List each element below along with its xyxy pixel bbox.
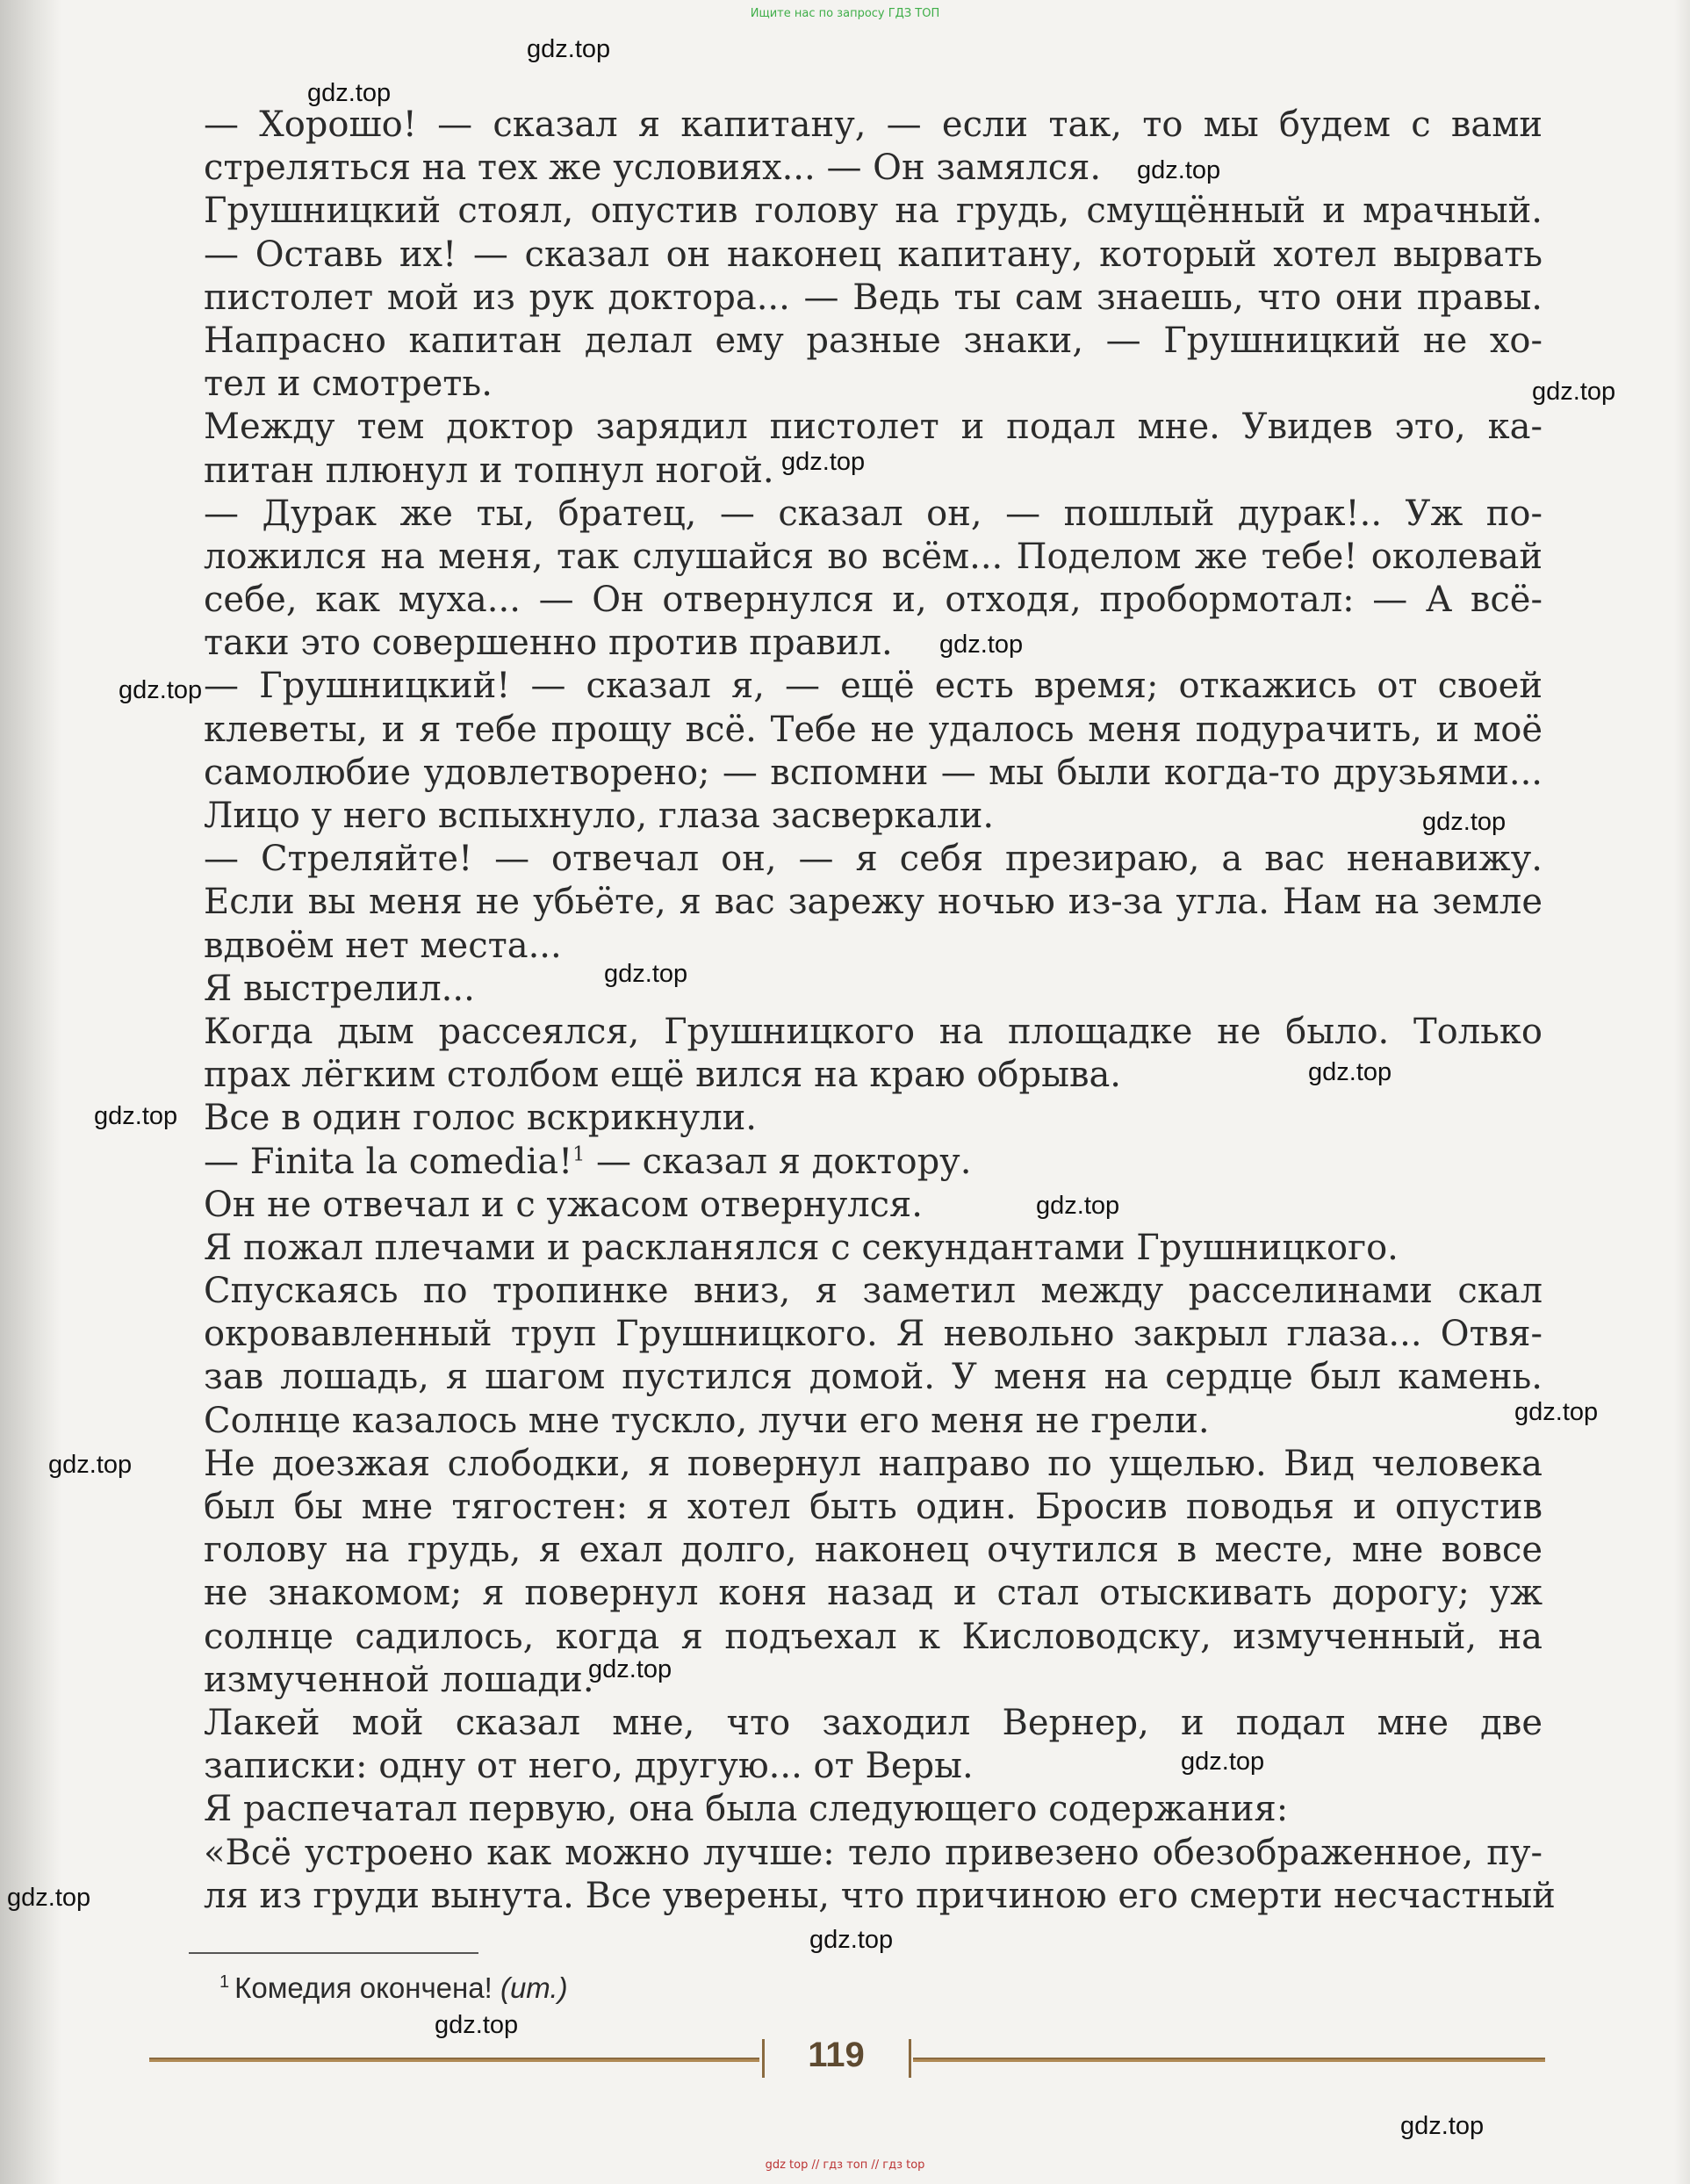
text-line: Я выстрелил... <box>204 968 475 1009</box>
text-line: Когда дым рассеялся, Грушницкого на площадке не было. Только <box>204 1011 1543 1052</box>
watermark: gdz.top <box>1036 1192 1120 1220</box>
text-line: прах лёгким столбом ещё вился на краю обрыва. <box>204 1055 1122 1096</box>
text-fragment: — сказал я доктору. <box>595 1141 972 1182</box>
watermark: gdz.top <box>48 1451 133 1479</box>
text-line: самолюбие удовлетворено; — вспомни — мы были когда-то друзьями... <box>204 752 1543 793</box>
text-line: Я пожал плечами и раскланялся с секундантами Грушницкого. <box>204 1227 1399 1268</box>
text-line: вдвоём нет места... <box>204 925 562 966</box>
text-line: — Оставь их! — сказал он наконец капитану, который хотел вырвать <box>204 234 1543 275</box>
footnote-text: Комедия окончена! <box>234 1971 493 2004</box>
text-line: — Дурак же ты, братец, — сказал он, — пошлый дурак!.. Уж по- <box>204 493 1543 534</box>
page-rule-tick <box>909 2039 911 2078</box>
text-line: был бы мне тягостен: я хотел быть один. Бросив поводья и опустив <box>204 1487 1543 1527</box>
watermark: gdz.top <box>1422 808 1507 836</box>
text-line: записки: одну от него, другую... от Веры. <box>204 1746 974 1787</box>
text-line: клеветы, и я тебе прощу всё. Тебе не удалось меня подурачить, и моё <box>204 709 1543 750</box>
text-line: Между тем доктор зарядил пистолет и подал мне. Увидев это, ка- <box>204 407 1543 448</box>
text-line: Все в один голос вскрикнули. <box>204 1098 757 1139</box>
watermark: gdz.top <box>435 2011 519 2039</box>
bottom-banner[interactable]: gdz top // гдз топ // гдз top <box>765 2159 925 2172</box>
text-line: Он не отвечал и с ужасом отвернулся. <box>204 1184 923 1225</box>
text-line: — Хорошо! — сказал я капитану, — если так, то мы будем с вами <box>204 105 1543 145</box>
text-line: голову на грудь, я ехал долго, наконец очутился в месте, мне вовсе <box>204 1530 1543 1571</box>
page-right-edge <box>1674 0 1690 2184</box>
watermark: gdz.top <box>939 631 1024 659</box>
watermark: gdz.top <box>604 960 688 988</box>
watermark: gdz.top <box>1181 1748 1265 1776</box>
watermark: gdz.top <box>809 1926 894 1954</box>
text-line: «Всё устроено как можно лучше: тело привезено обезображенное, пу- <box>204 1832 1543 1873</box>
text-line: Грушницкий стоял, опустив голову на грудь, смущённый и мрачный. <box>204 191 1543 232</box>
footnote-marker: 1 <box>219 1972 230 1992</box>
footnote <box>219 1971 568 2005</box>
text-line: Спускаясь по тропинке вниз, я заметил между расселинами скал <box>204 1271 1543 1312</box>
text-line: Лицо у него вспыхнуло, глаза засверкали. <box>204 796 995 836</box>
text-line: зав лошадь, я шагом пустился домой. У меня на сердце был камень. <box>204 1357 1543 1398</box>
footnote-reference[interactable]: 1 <box>572 1143 586 1166</box>
watermark: gdz.top <box>119 676 203 704</box>
page-rule-right <box>913 2058 1545 2062</box>
text-line: — Грушницкий! — сказал я, — ещё есть время; откажись от своей <box>204 666 1543 707</box>
watermark: gdz.top <box>527 35 611 63</box>
footnote-divider <box>189 1952 478 1954</box>
text-line: питан плюнул и топнул ногой. <box>204 450 774 491</box>
text-line: стреляться на тех же условиях... — Он замялся. <box>204 148 1102 189</box>
watermark: gdz.top <box>588 1655 672 1683</box>
text-line: окровавленный труп Грушницкого. Я невольно закрыл глаза... Отвя- <box>204 1314 1543 1355</box>
watermark: gdz.top <box>1308 1058 1392 1086</box>
text-line: ложился на меня, так слушайся во всём... Поделом же тебе! околевай <box>204 536 1543 577</box>
text-line: себе, как муха... — Он отвернулся и, отходя, пробормотал: — А всё- <box>204 580 1543 621</box>
watermark: gdz.top <box>7 1884 91 1912</box>
text-line: Напрасно капитан делал ему разные знаки, — Грушницкий не хо- <box>204 320 1543 361</box>
text-line: измученной лошади. <box>204 1659 594 1700</box>
text-line: не знакомом; я повернул коня назад и стал отыскивать дорогу; уж <box>204 1573 1543 1614</box>
text-line-footnote <box>204 1141 1543 1184</box>
text-line: Не доезжая слободки, я повернул направо по ущелью. Вид человека <box>204 1443 1543 1484</box>
text-line: Лакей мой сказал мне, что заходил Вернер, и подал мне две <box>204 1702 1543 1743</box>
watermark: gdz.top <box>1400 2112 1485 2140</box>
text-line: таки это совершенно против правил. <box>204 623 893 664</box>
page-number: 119 <box>808 2036 865 2074</box>
watermark: gdz.top <box>1514 1398 1599 1426</box>
body-text <box>204 104 1556 1918</box>
text-line: ля из груди вынута. Все уверены, что причиною его смерти несчастный <box>204 1875 1556 1916</box>
text-line: тел и смотреть. <box>204 364 493 405</box>
page-gutter-shadow <box>0 0 61 2184</box>
watermark: gdz.top <box>781 448 866 476</box>
text-line: Солнце казалось мне тускло, лучи его меня не грели. <box>204 1400 1210 1441</box>
watermark: gdz.top <box>1137 156 1221 184</box>
text-line: солнце садилось, когда я подъехал к Кисловодску, измученный, на <box>204 1616 1543 1657</box>
text-line: Я распечатал первую, она была следующего содержания: <box>204 1789 1289 1830</box>
watermark: gdz.top <box>94 1102 178 1130</box>
text-fragment: — Finita la comedia! <box>204 1141 573 1182</box>
page-rule-left <box>149 2058 759 2062</box>
watermark: gdz.top <box>1532 378 1616 406</box>
text-line: — Стреляйте! — отвечал он, — я себя презираю, а вас ненавижу. <box>204 839 1543 880</box>
text-line: пистолет мой из рук доктора... — Ведь ты сам знаешь, что они правы. <box>204 277 1543 318</box>
footnote-abbreviation: (ит.) <box>500 1971 568 2004</box>
top-banner[interactable]: Ищите нас по запросу ГДЗ ТОП <box>750 7 940 20</box>
watermark: gdz.top <box>307 79 392 107</box>
text-line: Если вы меня не убьёте, я вас зарежу ночью из-за угла. Нам на земле <box>204 882 1543 923</box>
page-rule-tick <box>762 2039 765 2078</box>
